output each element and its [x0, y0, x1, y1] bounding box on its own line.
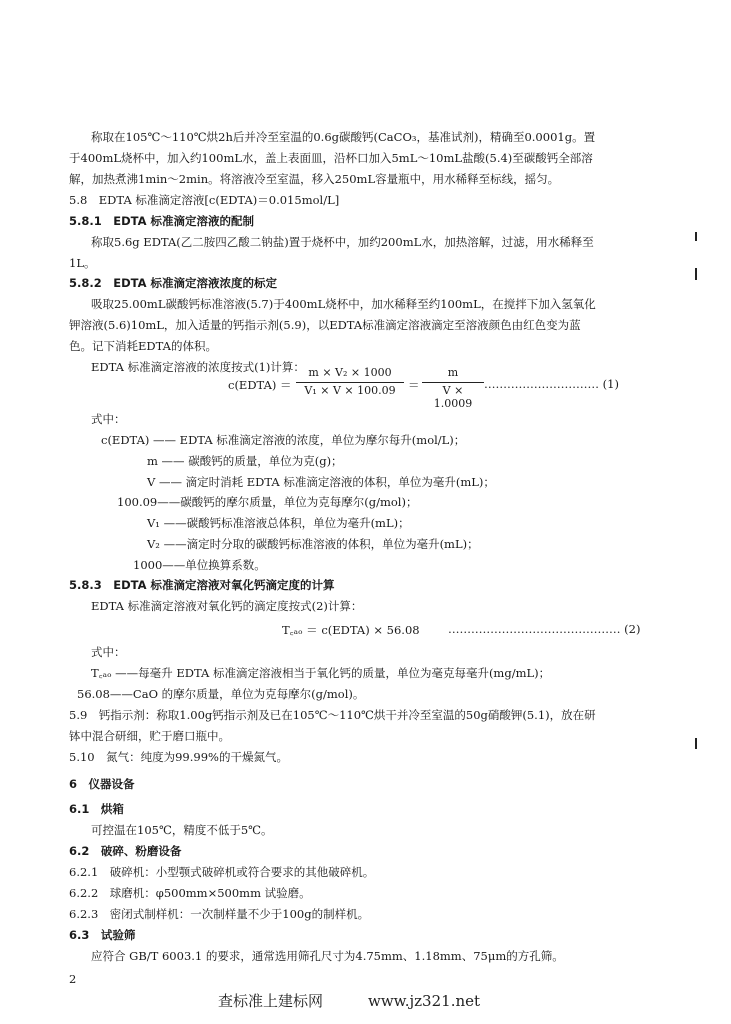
section-5-8: 5.8 EDTA 标准滴定溶液[c(EDTA)＝0.015mol/L] — [69, 193, 340, 207]
section-5-8-3: 5.8.3 EDTA 标准滴定溶液对氧化钙滴定度的计算 — [69, 578, 335, 592]
fraction-bar — [296, 382, 404, 383]
body-line: 应符合 GB/T 6003.1 的要求，通常选用筛孔尺寸为4.75mm、1.18mm、75μm的方孔筛。 — [91, 949, 564, 963]
formula-equals: ＝ — [408, 378, 420, 392]
section-5-8-2: 5.8.2 EDTA 标准滴定溶液浓度的标定 — [69, 276, 277, 290]
section-5-8-1: 5.8.1 EDTA 标准滴定溶液的配制 — [69, 214, 254, 228]
definition-line: V —— 滴定时消耗 EDTA 标准滴定溶液的体积，单位为毫升(mL)； — [147, 475, 495, 489]
definition-line: c(EDTA) —— EDTA 标准滴定溶液的浓度，单位为摩尔每升(mol/L)； — [101, 433, 466, 447]
fraction-bar — [422, 382, 484, 383]
section-6-1: 6.1 烘箱 — [69, 802, 124, 816]
body-line: 吸取25.00mL碳酸钙标准溶液(5.7)于400mL烧杯中，加水稀释至约100mL，在搅拌下加入氢氧化 — [91, 297, 596, 311]
section-6-2: 6.2 破碎、粉磨设备 — [69, 844, 182, 858]
body-line: 钵中混合研细，贮于磨口瓶中。 — [69, 729, 230, 743]
scan-mark — [695, 738, 697, 749]
body-line: 钾溶液(5.6)10mL，加入适量的钙指示剂(5.9)，以EDTA标准滴定溶液滴定至溶液颜色由红色变为蓝 — [69, 318, 581, 332]
body-line: EDTA 标准滴定溶液对氧化钙的滴定度按式(2)计算： — [91, 599, 363, 613]
body-line: EDTA 标准滴定溶液的浓度按式(1)计算： — [91, 360, 305, 374]
section-6: 6 仪器设备 — [69, 777, 135, 791]
watermark-footer: 查标准上建标网 www.jz321.net — [218, 992, 481, 1010]
definition-line: 100.09——碳酸钙的摩尔质量，单位为克每摩尔(g/mol)； — [117, 495, 418, 509]
formula-number: ………………………… (1) — [484, 377, 619, 391]
formula-numerator: m — [447, 366, 459, 379]
section-6-3: 6.3 试验筛 — [69, 928, 136, 942]
body-line: 可控温在105℃，精度不低于5℃。 — [91, 823, 273, 837]
scan-mark — [695, 232, 697, 241]
formula-denominator: V × 1.0009 — [433, 384, 473, 410]
page-number: 2 — [69, 972, 77, 986]
section-5-9: 5.9 钙指示剂：称取1.00g钙指示剂及已在105℃～110℃烘干并冷至室温的50g硝酸钾(5.1)，放在研 — [69, 708, 596, 722]
formula-numerator: m × V₂ × 1000 — [308, 366, 392, 379]
body-line: 称取5.6g EDTA(乙二胺四乙酸二钠盐)置于烧杯中，加约200mL水，加热溶解，过滤，用水稀释至 — [91, 235, 594, 249]
section-6-2-3: 6.2.3 密闭式制样机：一次制样量不少于100g的制样机。 — [69, 907, 370, 921]
definition-line: V₂ ——滴定时分取的碳酸钙标准溶液的体积，单位为毫升(mL)； — [147, 537, 479, 551]
where-label: 式中： — [91, 645, 126, 659]
formula-body: T꜀ₐₒ ＝ c(EDTA) × 56.08 — [282, 623, 420, 637]
definition-line: 1000——单位换算系数。 — [133, 558, 266, 572]
body-line: 色。记下消耗EDTA的体积。 — [69, 339, 217, 353]
definition-line: T꜀ₐₒ ——每毫升 EDTA 标准滴定溶液相当于氧化钙的质量，单位为毫克每毫升(mg/mL)； — [91, 666, 551, 680]
formula-number: ……………………………………… (2) — [448, 622, 641, 636]
where-label: 式中： — [91, 412, 126, 426]
definition-line: V₁ ——碳酸钙标准溶液总体积，单位为毫升(mL)； — [147, 516, 410, 530]
scan-mark — [695, 268, 697, 280]
body-line: 解，加热煮沸1min～2min。将溶液冷至室温，移入250mL容量瓶中，用水稀释至标线，摇匀。 — [69, 172, 560, 186]
definition-line: 56.08——CaO 的摩尔质量，单位为克每摩尔(g/mol)。 — [77, 687, 365, 701]
body-line: 1L。 — [69, 256, 96, 270]
body-line: 于400mL烧杯中，加入约100mL水，盖上表面皿，沿杯口加入5mL～10mL盐酸(5.4)至碳酸钙全部溶 — [69, 151, 593, 165]
definition-line: m —— 碳酸钙的质量，单位为克(g)； — [147, 454, 343, 468]
formula-lhs: c(EDTA) ＝ — [228, 378, 292, 392]
formula-denominator: V₁ × V × 100.09 — [304, 384, 396, 397]
body-line: 称取在105℃～110℃烘2h后并冷至室温的0.6g碳酸钙(CaCO₃，基准试剂)，精确至0.0001g。置 — [91, 130, 596, 144]
section-6-2-2: 6.2.2 球磨机：φ500mm×500mm 试验磨。 — [69, 886, 311, 900]
section-6-2-1: 6.2.1 破碎机：小型颚式破碎机或符合要求的其他破碎机。 — [69, 865, 375, 879]
section-5-10: 5.10 氮气：纯度为99.99%的干燥氮气。 — [69, 750, 288, 764]
